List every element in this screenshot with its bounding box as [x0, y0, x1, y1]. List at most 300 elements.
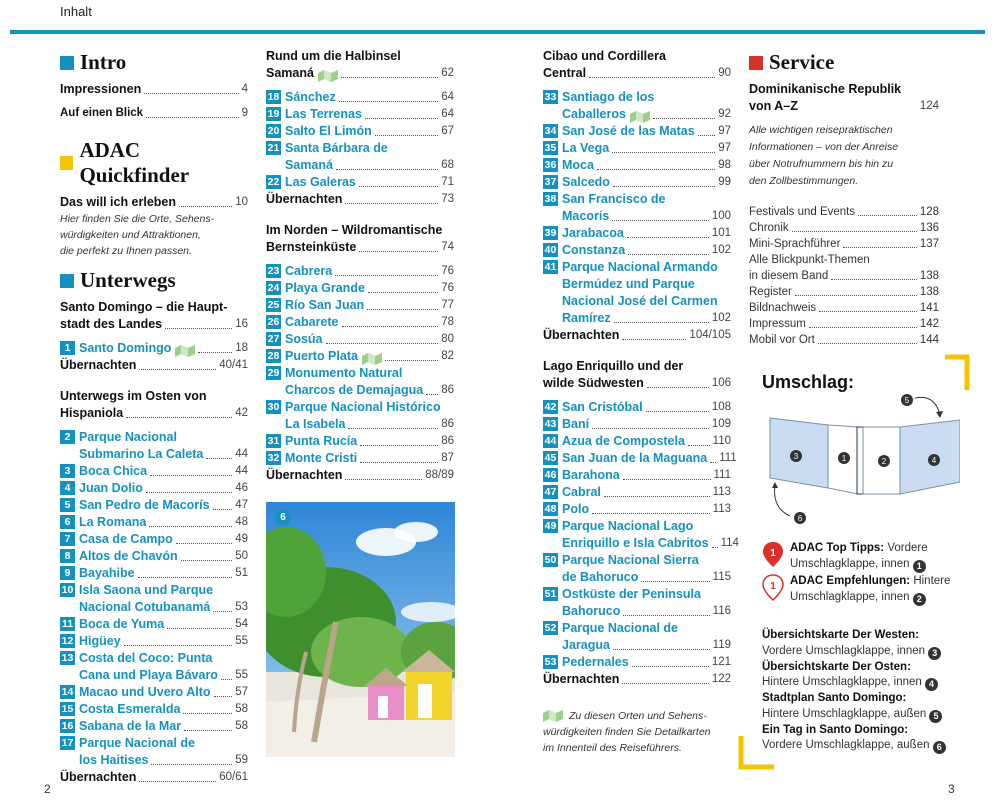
entry-number: 2 — [60, 430, 75, 444]
entry-number: 4 — [60, 481, 75, 495]
chapter-heading: Lago Enriquillo und der — [543, 359, 684, 373]
entry-page: 80 — [441, 333, 454, 345]
entry-title: Macorís — [562, 209, 610, 223]
entry-page: 44 — [235, 448, 248, 460]
map-icon — [318, 70, 338, 82]
entry-title: Submarino La Caleta — [79, 447, 204, 461]
entry-number: 47 — [544, 486, 557, 498]
entry-title: San Juan de la Maguana — [562, 451, 708, 465]
entry-page: 121 — [711, 656, 731, 668]
entry-number: 14 — [61, 686, 74, 698]
entry-title: Bahoruco — [562, 604, 621, 618]
toc-entry[interactable] — [543, 242, 731, 259]
entry-number: 52 — [544, 622, 557, 634]
entry-number: 3 — [60, 464, 75, 478]
chapter-heading: Cibao und Cordillera — [543, 49, 666, 63]
toc-entry[interactable] — [60, 650, 248, 684]
entry-page: 99 — [718, 176, 731, 188]
entry-number: 26 — [267, 316, 280, 328]
toc-entry[interactable] — [543, 501, 731, 518]
toc-entry[interactable] — [543, 467, 731, 484]
toc-entry[interactable] — [60, 480, 248, 497]
entry-page: 108 — [711, 401, 731, 413]
toc-entry[interactable] — [60, 735, 248, 769]
entry-number: 10 — [61, 584, 74, 596]
entry-page: 97 — [718, 142, 731, 154]
entry-number: 6 — [60, 515, 75, 529]
toc-list — [543, 89, 731, 327]
entry-page: 55 — [235, 669, 248, 681]
section-unterwegs-title — [60, 268, 248, 293]
svg-text:1: 1 — [770, 548, 776, 559]
entry-title: Cana und Playa Bávaro — [79, 668, 218, 682]
toc-entry[interactable] — [543, 450, 737, 467]
map-icon — [630, 111, 650, 123]
entry-title: San José de las Matas — [562, 124, 695, 138]
toc-entry[interactable] — [266, 399, 454, 433]
toc-row[interactable]: von A–Z 124 — [749, 99, 939, 113]
svg-text:1: 1 — [841, 454, 847, 463]
svg-text:4: 4 — [931, 456, 937, 465]
entry-page: 64 — [441, 91, 454, 103]
entry-page: 86 — [441, 384, 454, 396]
toc-entry[interactable] — [543, 654, 731, 671]
entry-number: 22 — [267, 176, 280, 188]
toc-entry[interactable] — [266, 123, 454, 140]
cover-heading: Umschlag: — [762, 372, 855, 392]
toc-entry[interactable] — [266, 365, 454, 399]
toc-row[interactable]: wilde Südwesten 106 — [543, 376, 731, 390]
entry-number: 33 — [544, 91, 557, 103]
entry-number: 30 — [267, 401, 280, 413]
entry-number: 27 — [267, 333, 280, 345]
toc-entry[interactable] — [543, 157, 731, 174]
entry-number: 18 — [267, 91, 280, 103]
toc-row[interactable]: Übernachten 60/61 — [60, 770, 248, 784]
entry-title: Cabrera — [285, 264, 333, 278]
toc-entry[interactable] — [543, 140, 731, 157]
toc-entry[interactable] — [266, 140, 454, 174]
chapter-heading: Dominikanische Republik — [749, 82, 902, 96]
beach-illustration — [266, 502, 455, 757]
entry-number: 44 — [544, 435, 557, 447]
entry-page: 115 — [712, 571, 731, 583]
entry-page: 77 — [441, 299, 454, 311]
entry-number: 43 — [544, 418, 557, 430]
map-footnote: Zu diesen Orten und Sehens- würdigkeiten finden Sie Detailkarten im Innenteil des Reiseführers. — [543, 710, 711, 754]
entry-number: 34 — [544, 125, 557, 137]
entry-title: Moca — [562, 158, 594, 172]
toc-row[interactable]: stadt des Landes 16 — [60, 317, 248, 331]
entry-page: 92 — [718, 108, 731, 120]
entry-title: Charcos de Demajagua — [285, 383, 424, 397]
entry-title: Costa del Coco: Punta — [79, 651, 213, 665]
toc-entry[interactable] — [60, 701, 248, 718]
entry-page: 50 — [235, 550, 248, 562]
chapter-heading: Im Norden – Wildromantische — [266, 223, 443, 237]
section-title-text: Intro — [80, 50, 127, 74]
svg-text:2: 2 — [881, 457, 887, 466]
entry-page: 76 — [441, 265, 454, 277]
photo-number-badge: 6 — [275, 510, 291, 526]
toc-row[interactable]: Das will ich erleben 10 — [60, 195, 248, 209]
entry-number: 42 — [544, 401, 557, 413]
top-tip-icon — [762, 540, 784, 568]
toc-entry[interactable] — [543, 586, 731, 620]
section-service-title — [749, 50, 939, 75]
toc-entry[interactable] — [60, 514, 248, 531]
toc-entry[interactable] — [60, 718, 248, 735]
entry-number: 9 — [60, 566, 75, 580]
entry-number: 11 — [61, 618, 74, 630]
toc-entry[interactable] — [266, 106, 454, 123]
entry-title: Azua de Compostela — [562, 434, 685, 448]
toc-entry[interactable] — [60, 616, 248, 633]
entry-page: 71 — [441, 176, 454, 188]
entry-title: Ramírez — [562, 311, 611, 325]
section-marker-icon — [60, 156, 73, 170]
toc-entry[interactable] — [266, 174, 454, 191]
toc-row[interactable]: Übernachten 40/41 — [60, 358, 248, 372]
toc-entry[interactable] — [60, 684, 248, 701]
entry-title: Parque Nacional de — [79, 736, 196, 750]
entry-number: 17 — [61, 737, 74, 749]
toc-entry[interactable] — [60, 582, 248, 616]
toc-entry[interactable] — [266, 433, 454, 450]
entry-title: Santiago de los — [562, 90, 655, 104]
entry-title: Barahona — [562, 468, 620, 482]
entry-title: Boca Chica — [79, 464, 148, 478]
entry-page: 47 — [235, 499, 248, 511]
entry-number: 8 — [60, 549, 75, 563]
quickfinder-note: Hier finden Sie die Orte, Sehens- würdigkeiten und Attraktionen, die perfekt zu Ihnen passen. — [60, 213, 215, 257]
toc-entry[interactable] — [543, 552, 731, 586]
entry-number: 20 — [267, 125, 280, 137]
entry-number: 5 — [60, 498, 75, 512]
entry-title: Caballeros — [562, 107, 626, 121]
toc-entry[interactable]: 1 Santo Domingo 18 — [60, 340, 248, 357]
entry-title: Jaragua — [562, 638, 610, 652]
entry-page: 116 — [712, 605, 731, 617]
section-title-text: Service — [769, 50, 835, 74]
section-intro-title — [60, 50, 248, 75]
toc-entry[interactable] — [60, 531, 248, 548]
entry-title: Monumento Natural — [285, 366, 403, 380]
toc-entry[interactable] — [60, 497, 248, 514]
toc-row[interactable]: Chronik 136 — [749, 222, 939, 234]
chapter-heading: Unterwegs im Osten von — [60, 389, 207, 403]
toc-entry[interactable] — [60, 633, 248, 650]
entry-title: Casa de Campo — [79, 532, 173, 546]
page-number-right: 3 — [948, 782, 955, 796]
entry-title: Salto El Limón — [285, 124, 372, 138]
toc-row[interactable]: Übernachten 104/105 — [543, 328, 731, 342]
entry-page: 55 — [235, 635, 248, 647]
entry-title: Puerto Plata — [285, 349, 358, 363]
cover-maps-list — [762, 628, 962, 754]
column-3 — [543, 48, 739, 688]
toc-entry[interactable] — [60, 463, 248, 480]
toc-entry[interactable] — [266, 314, 454, 331]
entry-number: 29 — [267, 367, 280, 379]
entry-page: 97 — [718, 125, 731, 137]
column-4 — [749, 48, 939, 348]
toc-entry[interactable] — [543, 225, 731, 242]
entry-number: 24 — [267, 282, 280, 294]
entry-page: 110 — [712, 435, 731, 447]
entry-title: Costa Esmeralda — [79, 702, 181, 716]
entry-number: 38 — [544, 193, 557, 205]
toc-entry[interactable] — [543, 174, 731, 191]
map-icon — [543, 710, 563, 722]
entry-title: San Francisco de — [562, 192, 666, 206]
page-section-label: Inhalt — [60, 4, 92, 19]
entry-title: Monte Cristi — [285, 451, 358, 465]
entry-number: 37 — [544, 176, 557, 188]
entry-title: Bayahibe — [79, 566, 135, 580]
entry-number: 35 — [544, 142, 557, 154]
cover-legend: 1 ADAC Top Tipps: Vordere Umschlagklappe, innen 1 1 ADAC Empfehlungen: Hintere Umschlagklappe, innen 2 — [762, 540, 962, 606]
entry-page: 48 — [235, 516, 248, 528]
toc-entry[interactable] — [266, 280, 454, 297]
entry-number: 25 — [267, 299, 280, 311]
toc-entry[interactable] — [543, 620, 731, 654]
toc-entry[interactable] — [266, 331, 454, 348]
entry-title: Isla Saona und Parque — [79, 583, 214, 597]
entry-title: Las Galeras — [285, 175, 356, 189]
toc-entry[interactable] — [266, 450, 454, 467]
map-item[interactable]: Übersichtskarte Der Westen: Vordere Umschlagklappe, innen 3 — [762, 628, 962, 660]
toc-list — [60, 429, 248, 769]
entry-page: 109 — [711, 418, 731, 430]
entry-title: Altos de Chavón — [79, 549, 178, 563]
entry-page: 114 — [720, 537, 739, 549]
toc-row[interactable]: Mobil vor Ort 144 — [749, 334, 939, 346]
entry-page: 102 — [711, 312, 731, 324]
svg-text:3: 3 — [793, 452, 799, 461]
toc-entry[interactable] — [60, 548, 248, 565]
entry-title: Juan Dolio — [79, 481, 143, 495]
entry-title: Samaná — [285, 158, 333, 172]
entry-page: 46 — [235, 482, 248, 494]
toc-row[interactable]: in diesem Band 138 — [749, 270, 939, 282]
entry-title: Cabral — [562, 485, 601, 499]
entry-title: Macao und Uvero Alto — [79, 685, 211, 699]
entry-page: 44 — [235, 465, 248, 477]
map-item[interactable]: Übersichtskarte Der Osten: Hintere Umschlagklappe, innen 4 — [762, 660, 962, 692]
toc-entry[interactable] — [543, 484, 731, 501]
toc-row[interactable]: Hispaniola 42 — [60, 406, 248, 420]
toc-entry[interactable] — [543, 89, 731, 123]
entry-page: 113 — [712, 486, 731, 498]
toc-row[interactable]: Übernachten 122 — [543, 672, 731, 686]
entry-page: 86 — [441, 418, 454, 430]
chapter-heading: Santo Domingo – die Haupt- — [60, 300, 228, 314]
entry-page: 82 — [441, 350, 454, 362]
entry-title: Sosúa — [285, 332, 323, 346]
entry-page: 119 — [712, 639, 731, 651]
entry-page: 78 — [441, 316, 454, 328]
cover-diagram — [760, 390, 960, 530]
toc-entry[interactable] — [543, 399, 731, 416]
toc-entry[interactable] — [543, 433, 731, 450]
entry-title: Río San Juan — [285, 298, 365, 312]
entry-page: 113 — [712, 503, 731, 515]
section-quickfinder-title — [60, 138, 248, 188]
toc-row[interactable]: Übernachten 88/89 — [266, 468, 454, 482]
entry-title: Polo — [562, 502, 590, 516]
entry-page: 58 — [235, 720, 248, 732]
map-item[interactable]: Ein Tag in Santo Domingo: Vordere Umschlagklappe, außen 6 — [762, 723, 962, 755]
entry-number: 19 — [267, 108, 280, 120]
toc-row[interactable]: Festivals und Events 128 — [749, 206, 939, 218]
toc-row[interactable]: Übernachten 73 — [266, 192, 454, 206]
entry-title: Pedernales — [562, 655, 629, 669]
entry-number: 16 — [61, 720, 74, 732]
entry-title: Santa Bárbara de — [285, 141, 388, 155]
entry-page: 67 — [441, 125, 454, 137]
entry-title: San Cristóbal — [562, 400, 643, 414]
toc-entry[interactable] — [266, 297, 454, 314]
entry-title: Parque Nacional Histórico — [285, 400, 441, 414]
toc-row[interactable]: Mini-Sprachführer 137 — [749, 238, 939, 250]
toc-entry[interactable] — [60, 429, 248, 463]
entry-page: 53 — [235, 601, 248, 613]
toc-row[interactable]: Impressionen 4 — [60, 82, 248, 96]
toc-entry[interactable] — [543, 259, 731, 327]
entry-page: 86 — [441, 435, 454, 447]
entry-title: Parque Nacional Lago — [562, 519, 694, 533]
entry-number: 7 — [60, 532, 75, 546]
entry-number: 15 — [61, 703, 74, 715]
entry-number: 53 — [544, 656, 557, 668]
entry-page: 54 — [235, 618, 248, 630]
entry-number: 23 — [267, 265, 280, 277]
toc-row[interactable]: Bernsteinküste 74 — [266, 240, 454, 254]
toc-entry[interactable] — [266, 89, 454, 106]
toc-row[interactable]: Bildnachweis 141 — [749, 302, 939, 314]
entry-title: La Vega — [562, 141, 610, 155]
toc-entry[interactable] — [266, 348, 454, 365]
toc-row: Alle Blickpunkt-Themen — [749, 254, 870, 266]
map-icon — [175, 345, 195, 357]
entry-page: 59 — [235, 754, 248, 766]
entry-title: La Romana — [79, 515, 147, 529]
entry-title: Parque Nacional de — [562, 621, 679, 635]
map-item[interactable]: Stadtplan Santo Domingo: Hintere Umschlagklappe, außen 5 — [762, 691, 962, 723]
entry-title: los Haitises — [79, 753, 149, 767]
svg-text:1: 1 — [770, 581, 776, 592]
toc-entry[interactable] — [543, 191, 731, 225]
corner-mark-icon — [945, 354, 971, 390]
entry-page: 58 — [235, 703, 248, 715]
entry-page: 102 — [711, 244, 731, 256]
entry-title: Salcedo — [562, 175, 610, 189]
entry-title: Cabarete — [285, 315, 339, 329]
entry-page: 101 — [711, 227, 731, 239]
entry-title: Sánchez — [285, 90, 336, 104]
entry-page: 64 — [441, 108, 454, 120]
entry-number: 32 — [267, 452, 280, 464]
entry-title: Jarabacoa — [562, 226, 624, 240]
toc-entry[interactable] — [543, 123, 731, 140]
section-title-text: Unterwegs — [80, 268, 176, 292]
toc-entry[interactable] — [543, 518, 739, 552]
entry-number: 13 — [61, 652, 74, 664]
entry-number: 36 — [544, 159, 557, 171]
entry-number: 45 — [544, 452, 557, 464]
entry-title: Las Terrenas — [285, 107, 362, 121]
entry-number: 31 — [267, 435, 280, 447]
entry-title: Nacional Cotubanamá — [79, 600, 211, 614]
entry-title: Parque Nacional Sierra — [562, 553, 699, 567]
entry-page: 57 — [235, 686, 248, 698]
entry-number: 46 — [544, 469, 557, 481]
toc-row[interactable]: Auf einen Blick 9 — [60, 107, 248, 119]
toc-row[interactable]: Impressum 142 — [749, 318, 939, 330]
entry-title: Nacional José del Carmen — [562, 294, 718, 308]
service-note: Alle wichtigen reisepraktischen Informationen – von der Anreise über Notrufnummern bis hin zu den Zollbestimmungen. — [749, 124, 899, 187]
entry-title: Baní — [562, 417, 590, 431]
entry-title: Parque Nacional Armando — [562, 260, 718, 274]
entry-number: 28 — [267, 350, 280, 362]
toc-row[interactable]: Samaná 62 — [266, 66, 454, 80]
header-rule — [10, 30, 985, 34]
entry-number: 51 — [544, 588, 557, 600]
toc-list — [543, 399, 739, 671]
entry-page: 49 — [235, 533, 248, 545]
entry-number: 41 — [544, 261, 557, 273]
entry-number: 40 — [544, 244, 557, 256]
toc-list — [266, 263, 454, 467]
toc-list — [266, 89, 454, 191]
beach-photo — [266, 502, 455, 757]
entry-title: Punta Rucía — [285, 434, 358, 448]
entry-title: La Isabela — [285, 417, 346, 431]
entry-title: Ostküste der Peninsula — [562, 587, 701, 601]
column-1 — [60, 48, 248, 786]
entry-title: San Pedro de Macorís — [79, 498, 210, 512]
entry-page: 111 — [719, 452, 737, 464]
map-icon — [362, 353, 382, 365]
entry-title: Parque Nacional — [79, 430, 177, 444]
column-2 — [266, 48, 454, 484]
toc-row[interactable]: Register 138 — [749, 286, 939, 298]
entry-number: 12 — [61, 635, 74, 647]
page-number-left: 2 — [44, 782, 51, 796]
entry-title: Higüey — [79, 634, 121, 648]
entry-title: Boca de Yuma — [79, 617, 165, 631]
entry-page: 100 — [711, 210, 731, 222]
entry-title: Bermúdez und Parque — [562, 277, 695, 291]
toc-entry[interactable] — [266, 263, 454, 280]
entry-title: Constanza — [562, 243, 626, 257]
toc-entry[interactable] — [60, 565, 248, 582]
section-marker-icon — [60, 274, 74, 288]
section-marker-icon — [749, 56, 763, 70]
recommendation-icon — [762, 573, 784, 601]
entry-page: 111 — [713, 469, 731, 481]
chapter-heading: Rund um die Halbinsel — [266, 49, 401, 63]
entry-number: 49 — [544, 520, 557, 532]
entry-title: de Bahoruco — [562, 570, 639, 584]
svg-text:6: 6 — [797, 514, 803, 523]
section-marker-icon — [60, 56, 74, 70]
entry-number: 48 — [544, 503, 557, 515]
entry-title: Playa Grande — [285, 281, 365, 295]
toc-entry[interactable] — [543, 416, 731, 433]
toc-row[interactable]: Central 90 — [543, 66, 731, 80]
